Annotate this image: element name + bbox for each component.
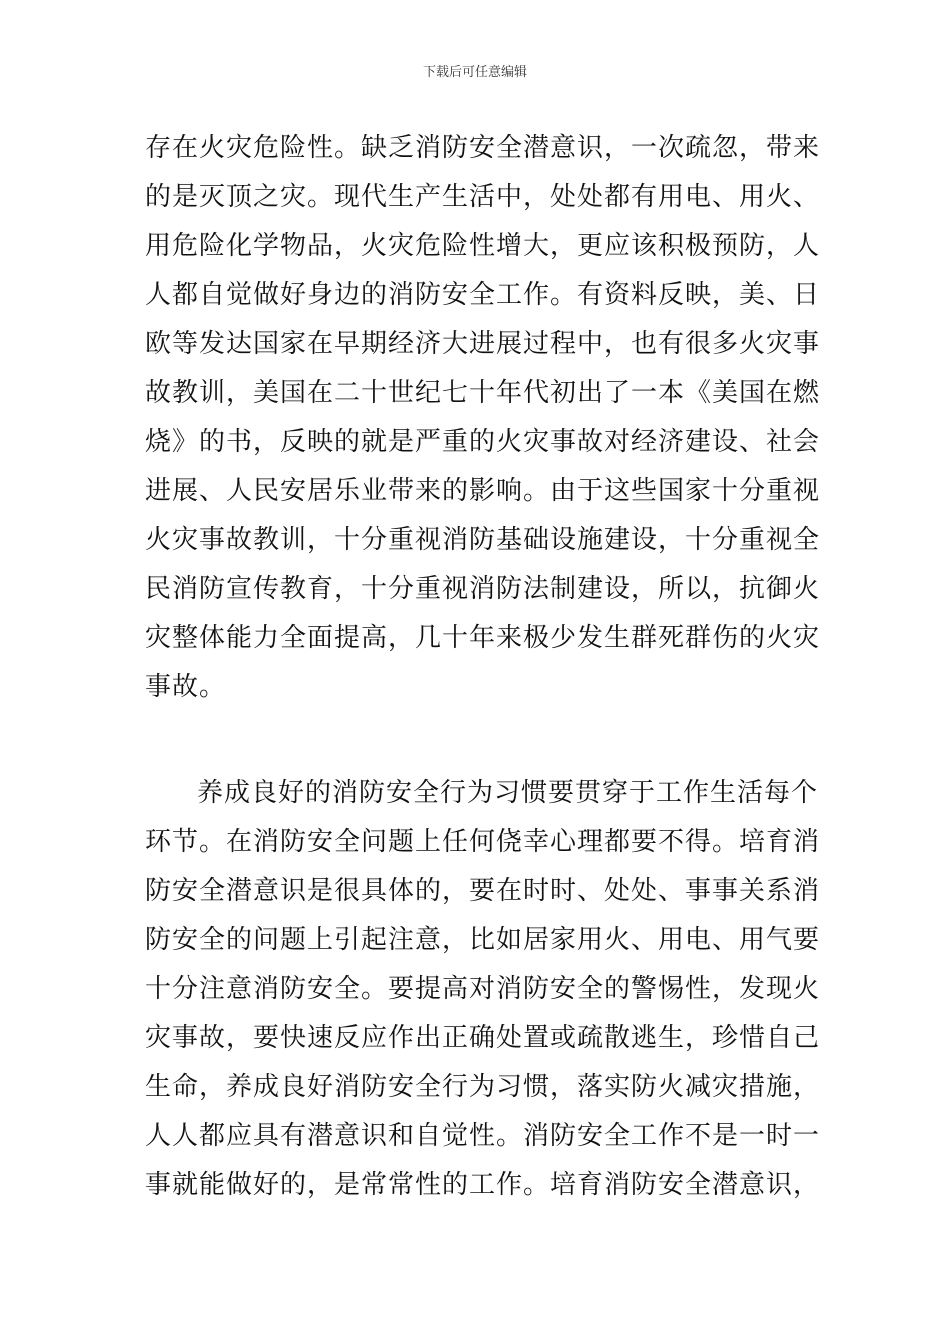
text-line: 十分注意消防安全。要提高对消防安全的警惕性，发现火 xyxy=(145,974,821,1004)
text-line: 灾事故，要快速反应作出正确处置或疏散逃生，珍惜自己 xyxy=(145,1023,821,1053)
text-line: 欧等发达国家在早期经济大进展过程中，也有很多火灾事 xyxy=(145,329,821,359)
text-line: 火灾事故教训，十分重视消防基础设施建设，十分重视全 xyxy=(145,525,821,555)
text-line: 环节。在消防安全问题上任何侥幸心理都要不得。培育消 xyxy=(145,827,821,857)
text-line: 防安全潜意识是很具体的，要在时时、处处、事事关系消 xyxy=(145,876,821,906)
text-line: 事故。 xyxy=(145,672,227,702)
paragraph-spacer xyxy=(145,712,805,769)
text-line: 故教训，美国在二十世纪七十年代初出了一本《美国在燃 xyxy=(145,378,821,408)
text-line: 存在火灾危险性。缺乏消防安全潜意识，一次疏忽，带来 xyxy=(145,133,821,163)
text-line: 烧》的书，反映的就是严重的火灾事故对经济建设、社会 xyxy=(145,427,821,457)
text-line: 人人都应具有潜意识和自觉性。消防安全工作不是一时一 xyxy=(145,1121,821,1151)
page-header: 下载后可任意编辑 xyxy=(422,65,527,80)
text-line: 民消防宣传教育，十分重视消防法制建设，所以，抗御火 xyxy=(145,574,821,604)
paragraph-1 xyxy=(145,124,821,712)
text-line: 防安全的问题上引起注意，比如居家用火、用电、用气要 xyxy=(145,925,821,955)
text-line: 事就能做好的，是常常性的工作。培育消防安全潜意识， xyxy=(145,1170,821,1200)
text-line: 灾整体能力全面提高，几十年来极少发生群死群伤的火灾 xyxy=(145,623,821,653)
text-line: 的是灭顶之灾。现代生产生活中，处处都有用电、用火、 xyxy=(145,182,821,212)
text-line: 生命，养成良好消防安全行为习惯，落实防火减灾措施， xyxy=(145,1072,821,1102)
text-line-indented: 养成良好的消防安全行为习惯要贯穿于工作生活每个 xyxy=(197,778,819,808)
paragraph-2 xyxy=(145,769,821,1210)
text-line: 用危险化学物品，火灾危险性增大，更应该积极预防，人 xyxy=(145,231,821,261)
text-line: 人都自觉做好身边的消防安全工作。有资料反映，美、日 xyxy=(145,280,821,310)
text-line: 进展、人民安居乐业带来的影响。由于这些国家十分重视 xyxy=(145,476,821,506)
document-body xyxy=(145,124,821,1210)
